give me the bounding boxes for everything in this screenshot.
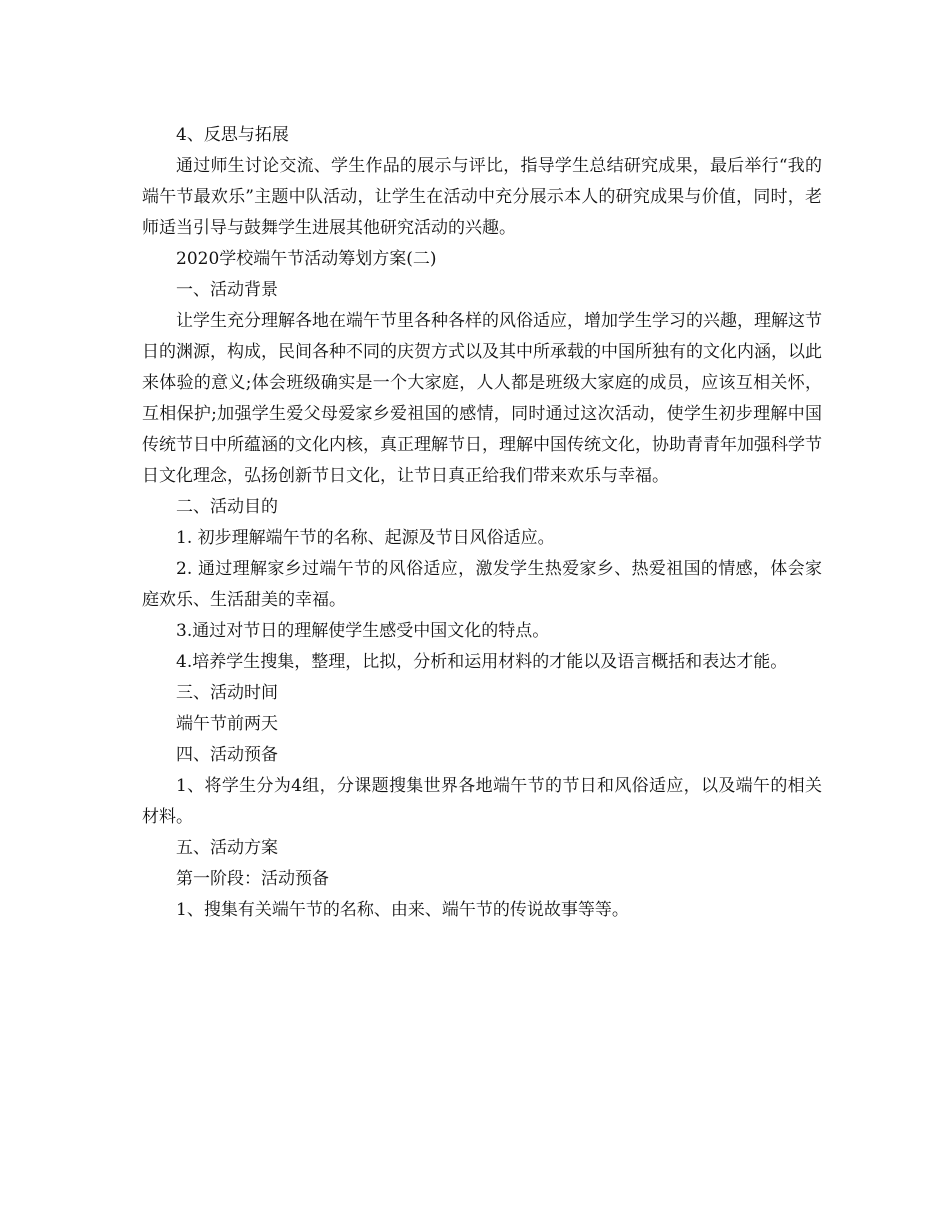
purpose-item-4: 4.培养学生搜集，整理，比拟，分析和运用材料的才能以及语言概括和表达才能。 bbox=[176, 652, 788, 672]
purpose-item-2: 2. 通过理解家乡过端午节的风俗适应，激发学生热爱家乡、热爱祖国的情感，体会家庭欢乐、生活甜美的幸福。 bbox=[142, 559, 822, 610]
heading-reflection: 4、反思与拓展 bbox=[176, 125, 289, 145]
heading-preparation: 四、活动预备 bbox=[176, 745, 278, 765]
preparation-item-1: 1、将学生分为4组，分课题搜集世界各地端午节的节日和风俗适应，以及端午的相关材料。 bbox=[142, 776, 822, 827]
stage-one-item-1: 1、搜集有关端午节的名称、由来、端午节的传说故事等等。 bbox=[176, 900, 629, 920]
paragraph-reflection-text: 通过师生讨论交流、学生作品的展示与评比，指导学生总结研究成果，最后举行“我的端午节最欢乐”主题中队活动，让学生在活动中充分展示本人的研究成果与价值，同时，老师适当引导与鼓舞学生进展其他研究活动的兴趣。 bbox=[142, 156, 822, 238]
heading-purpose: 二、活动目的 bbox=[176, 497, 278, 517]
time-text: 端午节前两天 bbox=[176, 714, 278, 734]
document-body bbox=[142, 120, 822, 926]
heading-background: 一、活动背景 bbox=[176, 280, 278, 300]
heading-time: 三、活动时间 bbox=[176, 683, 278, 703]
stage-one-heading: 第一阶段：活动预备 bbox=[176, 869, 329, 889]
purpose-item-3: 3.通过对节日的理解使学生感受中国文化的特点。 bbox=[176, 621, 550, 641]
heading-plan: 五、活动方案 bbox=[176, 838, 278, 858]
plan-title-two: 2020学校端午节活动筹划方案(二) bbox=[176, 249, 437, 269]
purpose-item-1: 1. 初步理解端午节的名称、起源及节日风俗适应。 bbox=[176, 528, 555, 548]
paragraph-background-text: 让学生充分理解各地在端午节里各种各样的风俗适应，增加学生学习的兴趣，理解这节日的渊源，构成，民间各种不同的庆贺方式以及其中所承载的中国所独有的文化内涵，以此来体验的意义;体会班级确实是一个大家庭，人人都是班级大家庭的成员，应该互相关怀，互相保护;加强学生爱父母爱家乡爱祖国的感情，同时通过这次活动，使学生初步理解中国传统节日中所蕴涵的文化内核，真正理解节日，理解中国传统文化，协助青青年加强科学节日文化理念，弘扬创新节日文化，让节日真正给我们带来欢乐与幸福。 bbox=[142, 311, 822, 486]
